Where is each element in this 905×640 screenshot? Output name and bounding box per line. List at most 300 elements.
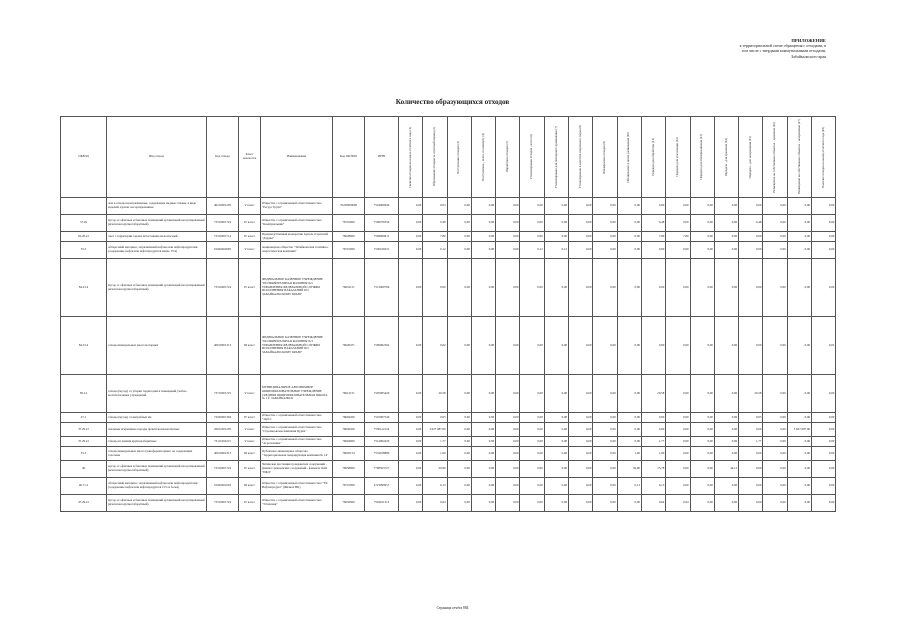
cell-value: 0,00 bbox=[812, 423, 836, 437]
cell-value: 0,00 bbox=[666, 317, 690, 375]
cell-waste: смет с территории гаража автостоянки малоопасный bbox=[107, 232, 207, 242]
cell-class: IV класс bbox=[239, 413, 261, 423]
cell-value: 0,00 bbox=[812, 215, 836, 232]
cell-value: 0,00 bbox=[593, 423, 617, 437]
cell-name: ФЕДЕРАЛЬНОЕ КАЗЕННОЕ УЧРЕЖДЕНИЕ "ИСПРАВИТЕЛЬНАЯ КОЛОНИЯ №3 УПРАВЛЕНИЯ ФЕДЕРАЛЬНОЙ СЛУЖБЫ ИСПОЛНЕНИЯ НАКАЗАНИЙ ПО ЗАБАЙКАЛЬСКОМУ КРАЮ" bbox=[261, 317, 333, 375]
cell-inn: 7505005420 bbox=[365, 375, 399, 413]
cell-value: 0,00 bbox=[471, 478, 495, 495]
cell-value: 0,00 bbox=[520, 461, 544, 478]
cell-value: 0,00 bbox=[714, 447, 738, 461]
cell-value: 0,00 bbox=[641, 423, 665, 437]
cell-inn: 7536160231 bbox=[365, 242, 399, 259]
cell-value: 0,00 bbox=[471, 317, 495, 375]
cell-value: 0,00 bbox=[714, 198, 738, 215]
column-header-label: Обезврежено в целях размещения (10) bbox=[626, 131, 631, 183]
cell-value: 0,00 bbox=[617, 375, 641, 413]
cell-value: 0,00 bbox=[496, 317, 520, 375]
cell-value: 0,00 bbox=[739, 423, 763, 437]
cell-value: 0,00 bbox=[569, 423, 593, 437]
cell-value: 0,00 bbox=[739, 478, 763, 495]
cell-oktmo: 76630456 bbox=[333, 423, 365, 437]
cell-value: 20,58 bbox=[641, 375, 665, 413]
cell-class: III класс bbox=[239, 447, 261, 461]
cell-value: 0,00 bbox=[787, 317, 811, 375]
cell-value: 0,00 bbox=[520, 215, 544, 232]
cell-inn: 7524000640 bbox=[365, 198, 399, 215]
cell-value: 0,00 bbox=[666, 242, 690, 259]
cell-value: 0,00 bbox=[714, 259, 738, 317]
table-row bbox=[61, 423, 836, 437]
cell-value: 0,00 bbox=[714, 495, 738, 512]
cell-value: 0,00 bbox=[471, 461, 495, 478]
table-row bbox=[61, 375, 836, 413]
cell-value: 0,00 bbox=[496, 423, 520, 437]
cell-value: 0,00 bbox=[787, 413, 811, 423]
cell-value: 0,00 bbox=[544, 461, 568, 478]
cell-value: 0,00 bbox=[739, 198, 763, 215]
cell-value: 0,00 bbox=[593, 215, 617, 232]
appendix-line: к территориальной схеме обращения с отходами, в bbox=[739, 43, 826, 49]
cell-value: 0,00 bbox=[593, 447, 617, 461]
cell-value: 0,00 bbox=[447, 423, 471, 437]
cell-value: 0,00 bbox=[763, 259, 787, 317]
cell-value: 0,00 bbox=[520, 317, 544, 375]
cell-oktmo: 76701000 bbox=[333, 478, 365, 495]
cell-value: 0,00 bbox=[593, 242, 617, 259]
cell-okved: 37.29 bbox=[61, 215, 107, 232]
cell-value: 0,00 bbox=[787, 259, 811, 317]
cell-waste: мусор от офисных и бытовых помещений организаций несортированный (исключая крупногабаритный) bbox=[107, 495, 207, 512]
cell-value: 0,00 bbox=[690, 495, 714, 512]
table-row bbox=[61, 461, 836, 478]
cell-value: 0,00 bbox=[544, 232, 568, 242]
cell-value: 0,00 bbox=[447, 242, 471, 259]
cell-value: 0,00 bbox=[617, 495, 641, 512]
column-header bbox=[207, 117, 239, 198]
cell-inn: 7513000796 bbox=[365, 259, 399, 317]
cell-value: 0,00 bbox=[399, 198, 423, 215]
cell-waste: отходы минеральных масел трансформаторных, не содержащих галогены bbox=[107, 447, 207, 461]
column-header bbox=[617, 117, 641, 198]
column-header-label: Утилизировано в качестве вторичного сырья (8) bbox=[577, 125, 582, 189]
cell-value: 0,00 bbox=[471, 198, 495, 215]
cell-name: Общество с ограниченной ответственностью "Стрельцовская компания Цурна" bbox=[261, 423, 333, 437]
cell-value: 0,48 bbox=[641, 215, 665, 232]
column-header-label: Класс опасности bbox=[242, 152, 257, 160]
cell-value: 0,00 bbox=[544, 375, 568, 413]
cell-value: 0,00 bbox=[666, 423, 690, 437]
table-row bbox=[61, 215, 836, 232]
cell-value: 0,00 bbox=[569, 413, 593, 423]
cell-value: 0,00 bbox=[739, 232, 763, 242]
column-header-label: Образование отходов за отчетный период (2) bbox=[432, 127, 437, 187]
cell-value: 0,05 bbox=[423, 413, 447, 423]
column-header bbox=[739, 117, 763, 198]
cell-waste: мусор от офисных и бытовых помещений организаций несортированный (исключая крупногабаритный) bbox=[107, 259, 207, 317]
column-header bbox=[447, 117, 471, 198]
cell-value: 0,64 bbox=[666, 495, 690, 512]
cell-inn: 7525007540 bbox=[365, 413, 399, 423]
cell-value: 0,00 bbox=[714, 423, 738, 437]
cell-value: 3 627 087,00 bbox=[423, 423, 447, 437]
column-header-label: Передача - для хранения (14) bbox=[723, 137, 728, 177]
table-row bbox=[61, 478, 836, 495]
cell-waste: отходы минеральных масел моторных bbox=[107, 317, 207, 375]
cell-value: 0,00 bbox=[399, 423, 423, 437]
cell-value: 0,00 bbox=[739, 495, 763, 512]
cell-value: 0,00 bbox=[617, 215, 641, 232]
cell-value: 0,05 bbox=[739, 413, 763, 423]
cell-value: 15,78 bbox=[641, 461, 665, 478]
cell-value: 0,13 bbox=[617, 478, 641, 495]
cell-value: 0,00 bbox=[812, 495, 836, 512]
cell-value: 1,00 bbox=[641, 447, 665, 461]
column-header bbox=[471, 117, 495, 198]
column-header-label: Код отхода bbox=[215, 154, 230, 159]
cell-code: 73310001724 bbox=[207, 495, 239, 512]
cell-waste: отходы из жилищ крупногабаритные bbox=[107, 437, 207, 447]
cell-value: 0,00 bbox=[593, 495, 617, 512]
cell-okved: 47.29.41 bbox=[61, 495, 107, 512]
column-header-label: ИНН bbox=[378, 154, 385, 159]
column-header bbox=[544, 117, 568, 198]
cell-value: 0,00 bbox=[812, 198, 836, 215]
column-header-label: Передача для обезвреживания (13) bbox=[699, 134, 704, 180]
cell-value: 0,02 bbox=[423, 317, 447, 375]
cell-class: IV класс bbox=[239, 259, 261, 317]
cell-value: 0,00 bbox=[617, 317, 641, 375]
cell-oktmo: 76604456 bbox=[333, 413, 365, 423]
cell-value: 0,00 bbox=[399, 447, 423, 461]
cell-value: 0,00 bbox=[569, 461, 593, 478]
cell-value: 0,00 bbox=[617, 198, 641, 215]
cell-waste: обтирочный материал, загрязненный нефтью или нефтепродуктами (содержание нефти или нефтепродуктов менее 15%) bbox=[107, 242, 207, 259]
cell-value: 0,00 bbox=[399, 437, 423, 447]
cell-okved bbox=[61, 198, 107, 215]
cell-value: 0,00 bbox=[763, 495, 787, 512]
cell-value: 0,00 bbox=[544, 317, 568, 375]
column-header-label: Размещение на собственных объектах - захоронение (17) bbox=[796, 119, 801, 195]
cell-value: 0,00 bbox=[739, 259, 763, 317]
cell-value: 0,00 bbox=[447, 215, 471, 232]
cell-value: 0,00 bbox=[399, 215, 423, 232]
cell-code: 73220001394 bbox=[207, 413, 239, 423]
cell-value: 0,00 bbox=[593, 317, 617, 375]
cell-name: Производственный кооператив Артель старателей "Даурия" bbox=[261, 232, 333, 242]
column-header-label: Размещение на собственных объектах - хранение (16) bbox=[772, 121, 777, 193]
cell-value: 0,00 bbox=[714, 375, 738, 413]
cell-value: 0,00 bbox=[569, 317, 593, 375]
cell-value: 0,00 bbox=[812, 375, 836, 413]
cell-value: 0,00 bbox=[544, 423, 568, 437]
table-row bbox=[61, 495, 836, 512]
cell-waste: скальные вскрышные породы практически неопасные bbox=[107, 423, 207, 437]
cell-value: 0,00 bbox=[593, 232, 617, 242]
cell-value: 0,00 bbox=[690, 423, 714, 437]
cell-value: 1,00 bbox=[617, 447, 641, 461]
cell-value: 0,00 bbox=[714, 215, 738, 232]
cell-value: 0,00 bbox=[812, 437, 836, 447]
cell-value: 0,00 bbox=[787, 242, 811, 259]
cell-class: V класс bbox=[239, 423, 261, 437]
cell-value: 0,00 bbox=[399, 495, 423, 512]
cell-value: 0,00 bbox=[763, 232, 787, 242]
cell-value: 1,77 bbox=[641, 437, 665, 447]
column-header bbox=[812, 117, 836, 198]
cell-value: 0,00 bbox=[812, 242, 836, 259]
cell-value: 0,00 bbox=[787, 232, 811, 242]
cell-code: 91920402605 bbox=[207, 242, 239, 259]
cell-value: 0,00 bbox=[520, 447, 544, 461]
column-header bbox=[593, 117, 617, 198]
cell-value: 20,58 bbox=[423, 375, 447, 413]
column-header bbox=[666, 117, 690, 198]
cell-inn: 2723099957 bbox=[365, 478, 399, 495]
column-header-label: Обработано отходов (5) bbox=[504, 141, 509, 173]
column-header bbox=[261, 117, 333, 198]
column-header bbox=[333, 117, 365, 198]
cell-okved: 85.14 bbox=[61, 375, 107, 413]
cell-value: 0,00 bbox=[666, 375, 690, 413]
cell-oktmo: 76604000 bbox=[333, 437, 365, 447]
cell-code: 20011001205 bbox=[207, 423, 239, 437]
column-header-label: Наименование bbox=[286, 154, 307, 159]
cell-value: 0,00 bbox=[447, 461, 471, 478]
column-header-label: Утилизировано для повторного применения (7) bbox=[553, 125, 558, 189]
cell-oktmo: 76628000 bbox=[333, 232, 365, 242]
cell-value: 0,00 bbox=[787, 461, 811, 478]
cell-inn: 7504011313 bbox=[365, 495, 399, 512]
cell-value: 0,00 bbox=[544, 447, 568, 461]
cell-code: 73710001725 bbox=[207, 375, 239, 413]
cell-name: Акционерное общество "Забайкальская топливно-энергетическая компания" bbox=[261, 242, 333, 259]
cell-value: 0,00 bbox=[641, 317, 665, 375]
cell-okved: 46.71.2 bbox=[61, 478, 107, 495]
cell-name: Читинская дистанция гражданских сооружений - филиал гражданских сооружений - филиала ОАО "РЖД" bbox=[261, 461, 333, 478]
cell-value: 0,00 bbox=[447, 259, 471, 317]
cell-value: 0,00 bbox=[714, 478, 738, 495]
cell-value: 0,00 bbox=[447, 413, 471, 423]
cell-value: 0,00 bbox=[496, 215, 520, 232]
cell-value: 7,80 bbox=[666, 232, 690, 242]
cell-value: 0,00 bbox=[544, 478, 568, 495]
appendix-line: Забайкальского края bbox=[791, 53, 826, 59]
cell-okved: 84.23.4 bbox=[61, 317, 107, 375]
column-header-label: Код ОКТМО bbox=[340, 154, 357, 159]
cell-code: 40610002313 bbox=[207, 447, 239, 461]
cell-oktmo: 76658000 bbox=[333, 461, 365, 478]
cell-value: 0,00 bbox=[763, 478, 787, 495]
cell-value: 0,00 bbox=[399, 232, 423, 242]
cell-value: 0,00 bbox=[423, 259, 447, 317]
cell-value: 0,00 bbox=[690, 317, 714, 375]
waste-table bbox=[60, 116, 836, 512]
cell-value: 3 627 087,00 bbox=[787, 423, 811, 437]
column-header-label: ОКВЭД bbox=[78, 154, 89, 159]
column-header-label: Передача - для захоронения (15) bbox=[747, 135, 752, 179]
cell-value: 0,00 bbox=[399, 461, 423, 478]
cell-waste: мусор от офисных и бытовых помещений организаций несортированный (исключая крупногабаритный) bbox=[107, 215, 207, 232]
cell-class: III класс bbox=[239, 317, 261, 375]
cell-value: 0,00 bbox=[666, 437, 690, 447]
cell-code: 73111002215 bbox=[207, 437, 239, 447]
column-header bbox=[569, 117, 593, 198]
cell-value: 0,00 bbox=[666, 478, 690, 495]
cell-value: 0,00 bbox=[569, 215, 593, 232]
table-body bbox=[61, 198, 836, 512]
cell-value: 0,00 bbox=[739, 447, 763, 461]
cell-value: 0,00 bbox=[763, 437, 787, 447]
cell-value: 0,00 bbox=[496, 259, 520, 317]
cell-value: 0,00 bbox=[617, 259, 641, 317]
column-header bbox=[787, 117, 811, 198]
cell-value: 0,00 bbox=[593, 461, 617, 478]
cell-value: 0,00 bbox=[471, 232, 495, 242]
cell-value: 0,00 bbox=[569, 495, 593, 512]
cell-value: 0,00 bbox=[714, 317, 738, 375]
cell-value: 0,00 bbox=[787, 375, 811, 413]
cell-name: Общество с ограниченной ответственностью "Зауба" bbox=[261, 413, 333, 423]
cell-value: 0,00 bbox=[520, 423, 544, 437]
cell-value: 0,00 bbox=[471, 447, 495, 461]
cell-value: 0,00 bbox=[666, 259, 690, 317]
column-header bbox=[365, 117, 399, 198]
cell-name: Общество с ограниченной ответственностью "ТК Нефтепродукт" (Филиал НК) bbox=[261, 478, 333, 495]
cell-value: 0,00 bbox=[447, 447, 471, 461]
cell-inn: 7509006811 bbox=[365, 232, 399, 242]
cell-value: 0,00 bbox=[812, 232, 836, 242]
cell-value: 0,00 bbox=[471, 215, 495, 232]
cell-inn: 7506076356 bbox=[365, 215, 399, 232]
cell-value: 0,00 bbox=[787, 478, 811, 495]
cell-value: 0,00 bbox=[520, 437, 544, 447]
cell-code: 91920401603 bbox=[207, 478, 239, 495]
cell-value: 0,00 bbox=[569, 242, 593, 259]
cell-value: 0,00 bbox=[447, 198, 471, 215]
cell-class: IV класс bbox=[239, 215, 261, 232]
column-header bbox=[520, 117, 544, 198]
cell-class: V класс bbox=[239, 437, 261, 447]
cell-okved: 02.20.41 bbox=[61, 232, 107, 242]
cell-value: 0,00 bbox=[641, 242, 665, 259]
cell-value: 0,13 bbox=[641, 478, 665, 495]
appendix-title: ПРИЛОЖЕНИЕ bbox=[791, 38, 826, 43]
cell-code: 73310001714 bbox=[207, 232, 239, 242]
cell-waste: мусор от офисных и бытовых помещений организаций несортированный (исключая крупногабаритный) bbox=[107, 461, 207, 478]
cell-value: 1,77 bbox=[739, 437, 763, 447]
cell-value: 0,00 bbox=[787, 215, 811, 232]
cell-value: 0,13 bbox=[423, 478, 447, 495]
cell-okved: 37.29.41 bbox=[61, 423, 107, 437]
cell-value: 0,00 bbox=[520, 478, 544, 495]
cell-value: 0,00 bbox=[666, 198, 690, 215]
cell-value: 0,00 bbox=[471, 259, 495, 317]
cell-value: 0,03 bbox=[423, 198, 447, 215]
cell-value: 0,00 bbox=[569, 232, 593, 242]
cell-value: 0,00 bbox=[496, 437, 520, 447]
column-header bbox=[714, 117, 738, 198]
cell-value: 0,00 bbox=[471, 423, 495, 437]
cell-value: 0,00 bbox=[496, 375, 520, 413]
cell-value: 0,00 bbox=[496, 242, 520, 259]
cell-class: IV класс bbox=[239, 495, 261, 512]
column-header bbox=[423, 117, 447, 198]
column-header bbox=[61, 117, 107, 198]
cell-value: 0,00 bbox=[593, 198, 617, 215]
cell-okved: 37.29.41 bbox=[61, 437, 107, 447]
table-header-row bbox=[61, 117, 836, 198]
cell-value: 0,00 bbox=[496, 478, 520, 495]
column-header bbox=[399, 117, 423, 198]
cell-value: 0,00 bbox=[739, 317, 763, 375]
cell-value: 0,00 bbox=[447, 495, 471, 512]
cell-value: 0,00 bbox=[666, 461, 690, 478]
cell-value: 7,80 bbox=[423, 232, 447, 242]
cell-value: 0,00 bbox=[471, 495, 495, 512]
cell-value: 0,00 bbox=[787, 495, 811, 512]
column-header bbox=[690, 117, 714, 198]
cell-value: 0,00 bbox=[593, 437, 617, 447]
cell-oktmo: 76605154 bbox=[333, 447, 365, 461]
cell-value: 0,00 bbox=[471, 375, 495, 413]
cell-name: Публичное акционерное общество "Территориальная генерирующая компания № 14" bbox=[261, 447, 333, 461]
cell-class: V класс bbox=[239, 198, 261, 215]
cell-value: 0,00 bbox=[690, 447, 714, 461]
cell-okved: 35.3 bbox=[61, 447, 107, 461]
cell-value: 20,58 bbox=[739, 375, 763, 413]
cell-value: 0,00 bbox=[569, 375, 593, 413]
cell-value: 0,00 bbox=[569, 198, 593, 215]
cell-value: 0,00 bbox=[787, 447, 811, 461]
cell-okved: 84.23.4 bbox=[61, 259, 107, 317]
cell-value: 0,00 bbox=[763, 317, 787, 375]
table-row bbox=[61, 259, 836, 317]
cell-value: 0,00 bbox=[496, 413, 520, 423]
cell-value: 0,00 bbox=[812, 413, 836, 423]
cell-value: 0,00 bbox=[447, 317, 471, 375]
table-row bbox=[61, 232, 836, 242]
cell-okved: 35.3 bbox=[61, 242, 107, 259]
column-header bbox=[763, 117, 787, 198]
cell-value: 0,00 bbox=[763, 375, 787, 413]
cell-class: IV класс bbox=[239, 461, 261, 478]
cell-value: 0,00 bbox=[520, 495, 544, 512]
cell-value: 0,00 bbox=[617, 242, 641, 259]
column-header-label: Вид отхода bbox=[149, 154, 164, 159]
cell-value: 0,00 bbox=[496, 198, 520, 215]
cell-value: 0,00 bbox=[399, 242, 423, 259]
cell-class: III класс bbox=[239, 478, 261, 495]
cell-value: 0,00 bbox=[763, 242, 787, 259]
cell-okved: 47.1 bbox=[61, 413, 107, 423]
page-title: Количество образующихся отходов bbox=[395, 98, 510, 106]
cell-class: IV класс bbox=[239, 232, 261, 242]
cell-value: 0,00 bbox=[690, 478, 714, 495]
cell-oktmo: 76701000 bbox=[333, 215, 365, 232]
cell-value: 0,00 bbox=[739, 242, 763, 259]
cell-value: 0,00 bbox=[690, 215, 714, 232]
cell-value: 0,00 bbox=[641, 259, 665, 317]
cell-value: 0,12 bbox=[520, 242, 544, 259]
cell-value: 0,00 bbox=[714, 232, 738, 242]
cell-value: 0,00 bbox=[399, 375, 423, 413]
cell-value: 0,00 bbox=[471, 413, 495, 423]
cell-oktmo: 76620471 bbox=[333, 317, 365, 375]
cell-value: 0,00 bbox=[593, 413, 617, 423]
column-header-label: Поступление - всего, по импорту (4) bbox=[480, 133, 485, 181]
cell-value: 0,00 bbox=[399, 259, 423, 317]
column-header-label: Передача для обработки (11) bbox=[650, 138, 655, 176]
